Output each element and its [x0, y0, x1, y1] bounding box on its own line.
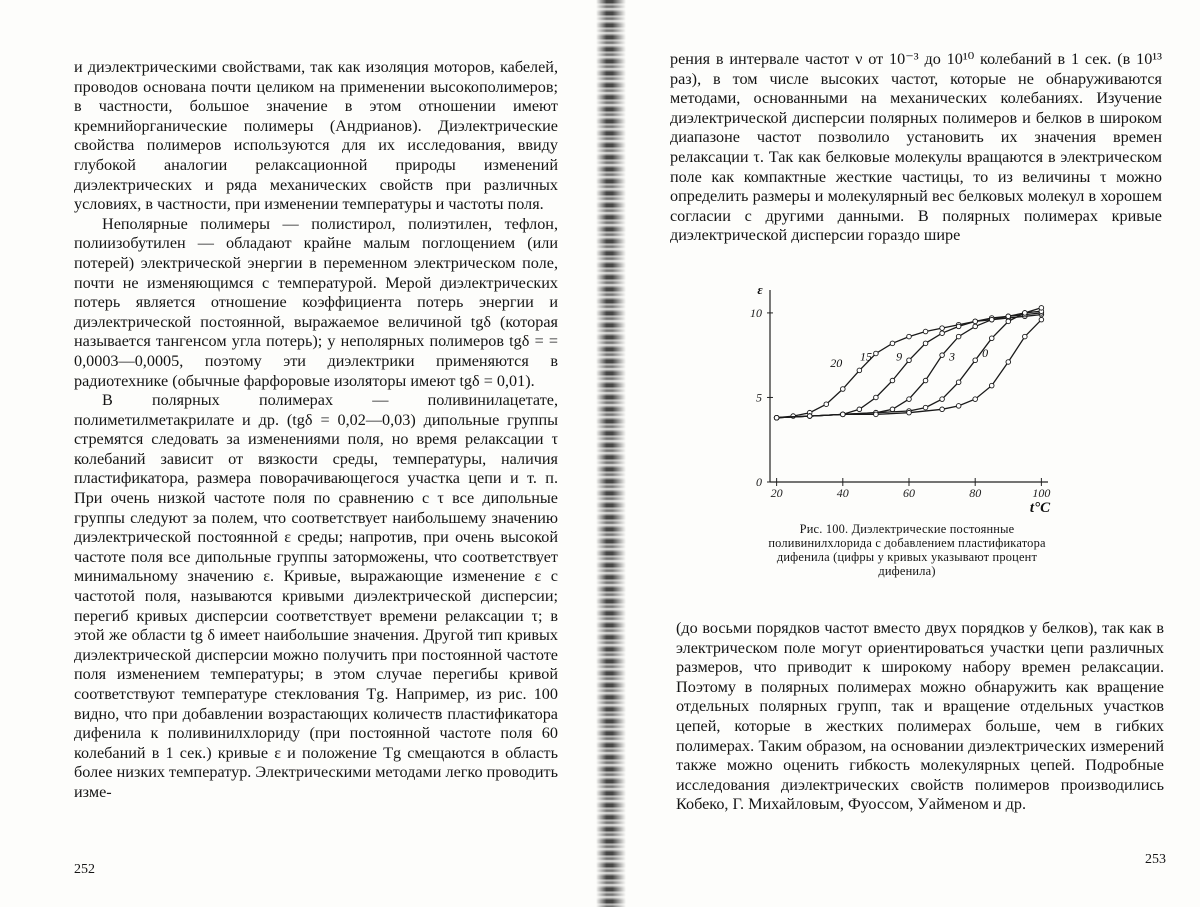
x-tick-label: 80 — [969, 486, 982, 500]
series-line — [777, 315, 1042, 418]
page-number: 253 — [1145, 852, 1166, 867]
x-tick-label: 40 — [836, 486, 849, 500]
data-point — [956, 334, 961, 339]
data-point — [874, 395, 879, 400]
right-page-text-bottom — [676, 619, 1164, 815]
data-point — [774, 415, 779, 420]
data-point — [940, 331, 945, 336]
series-label: 0 — [982, 345, 989, 360]
data-point — [923, 341, 928, 346]
data-point — [1006, 360, 1011, 365]
series-label: 3 — [949, 349, 956, 364]
paragraph: и диэлектрическими свойствами, так как изоляция моторов, кабелей, проводов основана почти целиком на применении высокополимеров; в частности, большое значение в этом отношении имеют кремнийорганические полимеры (Андрианов). Диэлектрические свойства полимеров используются для их исследования, ввиду глубокой аналогии релаксационной природы изменений диэлектрических и ряда механических свойств при различных условиях, в частности, при изменении температуры и частоты поля. — [74, 58, 558, 214]
x-tick-label: 20 — [770, 486, 783, 500]
x-axis-label: t°C — [1029, 500, 1051, 516]
data-point — [907, 410, 912, 415]
data-point — [907, 358, 912, 363]
y-tick-label: 0 — [756, 475, 762, 489]
right-page — [600, 0, 1200, 907]
page-number: 252 — [74, 862, 95, 877]
data-point — [890, 378, 895, 383]
data-point — [940, 407, 945, 412]
y-axis-label: ε — [757, 282, 763, 297]
data-point — [857, 368, 862, 373]
data-point — [973, 397, 978, 402]
data-point — [890, 407, 895, 412]
data-point — [973, 324, 978, 329]
data-point — [1006, 314, 1011, 319]
data-point — [940, 397, 945, 402]
data-point — [1023, 334, 1028, 339]
data-point — [874, 351, 879, 356]
x-tick-label: 60 — [903, 486, 915, 500]
left-page-text — [74, 58, 558, 803]
paragraph: (до восьми порядков частот вместо двух порядков у белков), так как в электрическом поле могут ориентироваться участки цепи различных размеров, что приводит к широкому набору времен релаксации. Поэтому в полярных полимерах можно обнаружить как вращение отдельных полярных групп, так и вращение отдельных участков цепей, которые в жестких полимерах больше, чем в гибких полимерах. Таким образом, на основании диэлектрических измерений также можно оценить гибкость молекулярных цепей. Подробные исследования диэлектрических свойств полимеров производились Кобеко, Г. Михайловым, Фуоссом, Уайменом и др. — [676, 619, 1164, 814]
data-point — [841, 412, 846, 417]
data-point — [923, 329, 928, 334]
data-point — [791, 414, 796, 419]
y-tick-label: 5 — [756, 390, 762, 405]
data-point — [857, 407, 862, 412]
data-point — [956, 324, 961, 329]
plot-area — [750, 282, 1051, 516]
right-page-text-top — [670, 50, 1162, 246]
data-point — [973, 358, 978, 363]
data-point — [923, 378, 928, 383]
data-point — [907, 397, 912, 402]
paragraph: рения в интервале частот ν от 10⁻³ до 10¹⁰ колебаний в 1 сек. (в 10¹³ раз), в том числе высоких частот, которые не обнаруживаются методами, основанными на механических колебаниях. Изучение диэлектрической дисперсии полярных полимеров и белков в широком диапазоне частот позволило установить их значения времен релаксации τ. Так как белковые молекулы вращаются в электрическом поле как компактные жесткие частицы, то из величины τ можно определить размеры и молекулярный вес белковых молекул в хорошем согласии с другими данными. В полярных полимерах кривые диэлектрической дисперсии гораздо шире — [670, 50, 1162, 245]
data-point — [874, 412, 879, 417]
paragraph: В полярных полимерах — поливинилацетате, полиметилметакрилате и др. (tgδ = 0,02—0,03) дипольные группы стремятся следовать за изменениями поля, но время релаксации τ колебаний зависит от вязкости среды, температуры, наличия пластификатора, размера поворачивающегося участка цепи и т. п. При очень низкой частоте поля по сравнению с τ все дипольные группы следуют за полем, что соответствует наибольшему значению диэлектрической постоянной ε среды; напротив, при очень высокой частоте поля все дипольные группы заторможены, что соответствует минимальному значению ε. Кривые, выражающие изменение ε с частотой поля, называются кривыми диэлектрической дисперсии; перегиб кривых дисперсии соответствует времени релаксации τ; в этой же области tg δ имеет наибольшие значения. Другой тип кривых диэлектрической дисперсии можно получить при постоянной частоте поля изменением температуры; в этом случае перегибы кривой соответствуют температуре стеклования Tg. Например, из рис. 100 видно, что при добавлении возрастающих количеств пластификатора дифенила к поливинилхлориду (при постоянной частоте поля 60 колебаний в 1 сек.) кривые ε и положение Tg смещаются в область более низких температур. Электрическими методами легко проводить изме- — [74, 391, 558, 801]
data-point — [890, 341, 895, 346]
data-point — [940, 326, 945, 331]
data-point — [824, 402, 829, 407]
data-point — [1039, 317, 1044, 322]
data-point — [989, 336, 994, 341]
series-label: 9 — [896, 349, 903, 364]
data-point — [841, 387, 846, 392]
series-label: 15 — [859, 349, 872, 364]
data-point — [1039, 306, 1044, 311]
paragraph: Неполярные полимеры — полистирол, полиэтилен, тефлон, полиизобутилен — обладают крайне малым поглощением (или потерей) электрической энергии в переменном электрическом поле, почти не изменяющимся с температурой. Мерой диэлектрических потерь является отношение коэффициента потерь энергии и диэлектрической постоянной, выражаемое величиной tgδ (которая называется тангенсом угла потерь); у неполярных полимеров tgδ = = 0,0003—0,0005, поэтому эти диэлектрики применяются в радиотехнике (обычные фарфоровые изоляторы имеют tgδ = 0,01). — [74, 214, 558, 390]
data-point — [1006, 319, 1011, 324]
y-tick-label: 10 — [750, 305, 762, 320]
data-point — [956, 380, 961, 385]
series-label: 20 — [830, 356, 843, 371]
data-point — [989, 317, 994, 322]
data-point — [1023, 311, 1028, 316]
data-point — [807, 414, 812, 419]
data-point — [907, 334, 912, 339]
data-point — [989, 383, 994, 388]
figure-caption: Рис. 100. Диэлектрические постоянные поливинилхлорида с добавлением пластификатора дифенила (цифры у кривых указывают процент дифенила) — [768, 522, 1046, 578]
data-point — [940, 353, 945, 358]
x-tick-label: 100 — [1032, 486, 1051, 500]
data-point — [973, 319, 978, 324]
data-point — [923, 405, 928, 410]
data-point — [956, 404, 961, 409]
dielectric-figure — [748, 282, 1068, 516]
